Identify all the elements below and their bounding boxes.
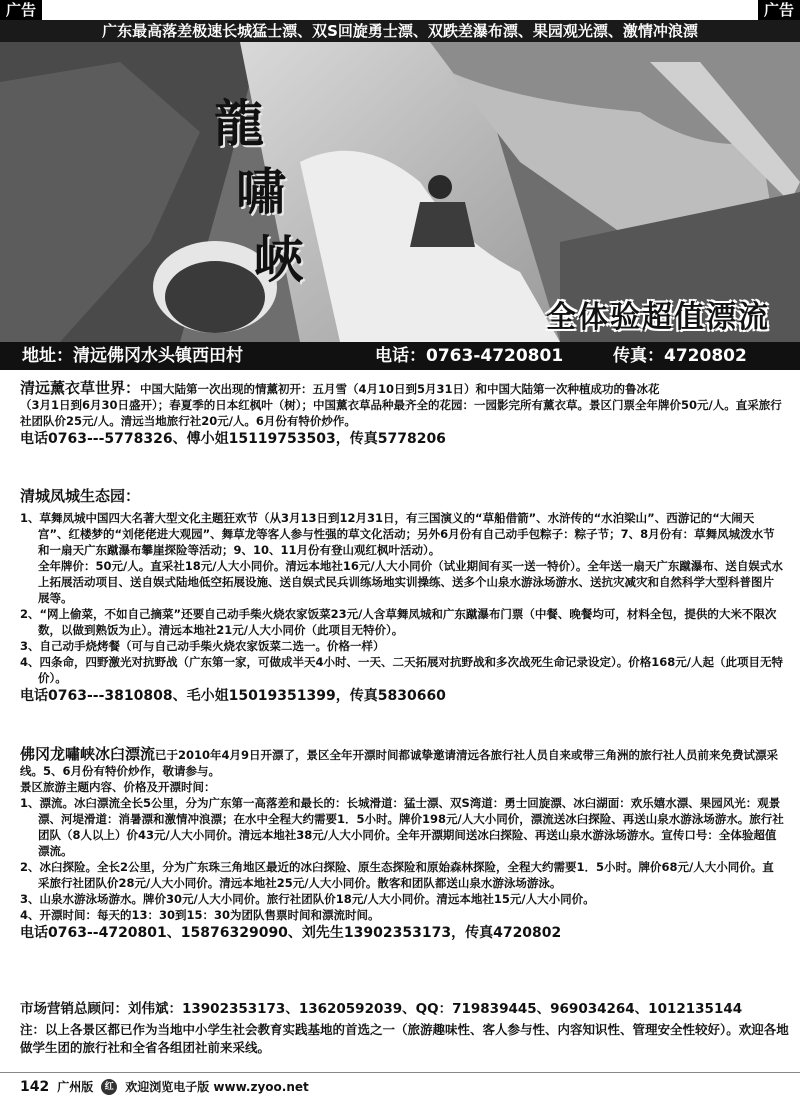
lavender-phone: 电话0763---5778326、傅小姐15119753503，传真5778206 [20, 431, 446, 447]
longxiao-intro: 已于2010年4月9日开漂了，景区全年开漂时间都诚挚邀请清远各旅行社人员自来或带三角洲的旅行社人员前来免费试漂采线。5、6月份有特价炒作，敬请参与。 [20, 748, 779, 778]
section-fengcheng [20, 488, 784, 704]
edition-label: 广州版 [57, 1080, 94, 1094]
fengcheng-phone: 电话0763---3810808、毛小姐15019351399，传真5830660 [20, 688, 446, 704]
longxiao-phone: 电话0763--4720801、15876329090、刘先生13902353173，传真4720802 [20, 925, 562, 941]
footer [20, 1078, 309, 1095]
longxiao-item-2: 2、冰臼探险。全长2公里，分为广东珠三角地区最近的冰臼探险、原生态探险和原始森林探险，全程大约需要1．5小时。牌价68元/人大小同价。直采旅行社团队价28元/人大小同价。清远本地社25元/人大小同价。散客和团队都送山泉水游泳场游泳。 [20, 860, 774, 890]
address-text: 地址：清远佛冈水头镇西田村 [22, 346, 243, 366]
footer-divider [0, 1072, 800, 1073]
longxiao-subhead: 景区旅游主题内容、价格及开漂时间： [20, 780, 216, 794]
lavender-text-2: （3月1日到6月30日盛开）；春夏季的日本红枫叶（树）；中国薰衣草品种最齐全的花园：一园影完所有薰衣草。景区门票全年牌价50元/人。直采旅行社团队价25元/人。清远当地旅行社20元/人。6月份有特价炒作。 [20, 398, 782, 428]
hero-slogan: 全体验超值漂流 [546, 300, 770, 335]
ad-label-right: 广告 [758, 0, 800, 20]
fengcheng-item-4: 4、四条命，四野激光对抗野战（广东第一家，可做成半天4小时、一天、二天拓展对抗野战和多次战死生命记录设定）。价格168元/人起（此项目无特价）。 [20, 655, 783, 685]
lavender-text-1: 中国大陆第一次出现的情薰初开：五月雪（4月10日到5月31日）和中国大陆第一次种植成功的鲁冰花 [140, 382, 660, 396]
longxiao-item-3: 3、山泉水游泳场游水。牌价30元/人大小同价。旅行社团队价18元/人大小同价。清远本地社15元/人大小同价。 [20, 892, 595, 906]
contact-bar [0, 342, 800, 370]
hero-title-char-2: 嘯 [236, 162, 286, 221]
page-number: 142 [20, 1078, 50, 1095]
section-lavender [20, 380, 784, 447]
marketing-consultant: 市场营销总顾问：刘伟斌：13902353173、13620592039、QQ：719839445、969034264、1012135144 [20, 1001, 743, 1017]
publication-logo-icon: 红 [101, 1079, 117, 1095]
marketing-note: 注：以上各景区都已作为当地中小学生社会教育实践基地的首选之一（旅游趣味性、客人参与性、内容知识性、管理安全性较好）。欢迎各地做学生团的旅行社和全省各组团社前来采线。 [20, 1022, 789, 1055]
phone-text: 电话：0763-4720801 [375, 346, 564, 366]
fengcheng-item-1: 1、草舞凤城中国四大名著大型文化主题狂欢节（从3月13日到12月31日，有三国演义的“草船借箭”、水浒传的“水泊梁山”、西游记的“大闹天宫”、红楼梦的“刘佬佬进大观园”、舞草龙等客人参与性强的草文化活动；另外6月份有自己动手包粽子：粽子节；7、8月份有：草舞凤城泼水节和一扇天广东蹴瀑布攀崖探险等活动；9、10、11月份有登山观红枫叶活动）。 [20, 511, 775, 557]
longxiao-item-4: 4、开漂时间：每天的13：30到15：30为团队售票时间和漂流时间。 [20, 908, 380, 922]
fengcheng-title: 清城凤城生态园： [20, 487, 141, 505]
section-longxiao [20, 746, 784, 941]
longxiao-title: 佛冈龙嘯峡冰臼漂流 [20, 745, 156, 763]
footer-slogan: 欢迎浏览电子版 www.zyoo.net [125, 1080, 309, 1094]
hero-title-char-3: 峽 [254, 230, 304, 289]
fax-text: 传真：4720802 [613, 346, 747, 366]
hero-photo [0, 42, 800, 342]
marketing-block [20, 1000, 790, 1070]
ad-label-left: 广告 [0, 0, 42, 20]
fengcheng-item-1b: 全年牌价：50元/人。直采社18元/人大小同价。清远本地社16元/人大小同价（试业期间有买一送一特价）。全年送一扇天广东蹴瀑布、送自娱式水上拓展活动项目、送自娱式陆地低空拓展设施、送自娱式民兵训练场地实训操练、送多个山泉水游泳场游水、送抗灾减灾和自然科学大型科普图片展等。 [38, 559, 783, 605]
hero-title-char-1: 龍 [214, 94, 264, 153]
lavender-title: 清远薰衣草世界： [20, 379, 141, 397]
top-banner: 广东最高落差极速长城猛士漂、双S回旋勇士漂、双跌差瀑布漂、果园观光漂、激情冲浪漂 [0, 20, 800, 42]
fengcheng-item-3: 3、自己动手烧烤餐（可与自己动手柴火烧农家饭菜二选一。价格一样） [20, 639, 385, 653]
longxiao-item-1: 1、漂流。冰臼漂流全长5公里，分为广东第一高落差和最长的：长城滑道：猛士漂、双S湾道：勇士回旋漂、冰臼湖面：欢乐嬉水漂、果园风光：观景漂、河堤滑道：消暑漂和激情冲浪漂；在水中全程大约需要1．5小时。牌价198元/人大小同价，漂流送冰臼探险、再送山泉水游泳场游水。旅行社团队（8人以上）价43元/人大小同价。清远本地社38元/人大小同价。全年开漂期间送冰臼探险、再送山泉水游泳场游水。宣传口号：全体验超值漂流。 [20, 796, 784, 858]
fengcheng-item-2: 2、“网上偷菜，不如自己摘菜”还要自己动手柴火烧农家饭菜23元/人含草舞凤城和广东蹴瀑布门票（中餐、晚餐均可，材料全包，提供的大米不限次数，以做到熟饭为止）。清远本地社21元/人大小同价（此项目无特价）。 [20, 607, 777, 637]
